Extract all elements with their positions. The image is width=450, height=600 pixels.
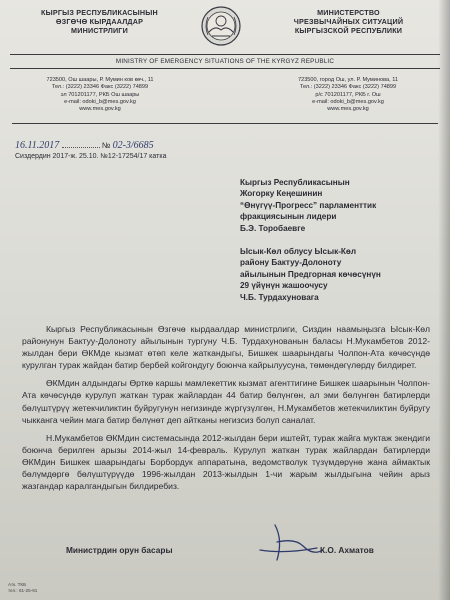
address-divider [12, 123, 438, 124]
page-edge-shadow [438, 0, 450, 600]
handwritten-signature-icon [255, 520, 325, 565]
addressee-line: Ч.Б. Турдахуновага [240, 292, 319, 302]
address-line: эл 701201177, РКБ Ош шаары [60, 91, 140, 98]
address-line: 723500, город Ош, ул. Р. Муминова, 11 [297, 77, 399, 83]
header-ministry-russian [261, 8, 436, 35]
address-line: Тел.: (3222) 23346 Факс (3222) 74899 [299, 84, 397, 91]
address-kyrgyz [10, 77, 190, 113]
addressee-line: айылынын Предгорная көчөсүнүн [240, 269, 381, 279]
state-emblem-icon [200, 5, 242, 47]
addressee-line: району Бактуу-Долоноту [240, 258, 342, 268]
header-divider [10, 68, 440, 69]
addressee-line: Кыргыз Республикасынын [240, 178, 350, 187]
address-russian [258, 77, 438, 113]
header-right-line: КЫРГЫЗСКОЙ РЕСПУБЛИКИ [294, 26, 403, 35]
body-paragraph: ӨКМдин алдындагы Өрткө каршы мамлекеттик кызмат агенттигине Бишкек шаарынын Чолпон-Ата көчөсүндө курулуп жаткан турак жайлардан 44 батир бөлүнгөн, ал эми бөлүнгөн батирлерди бөлүштүрүү жетекчиликтин буйругунун негизинде жүргүзүлгөн, Н.Мукамбетов жетекчиликтин буйругу чыкканга чейин мага батир бөлүнөт деп айтканы негизсиз болуп саналат. [22, 378, 430, 425]
addressee-line: 29 үйүнүн жашоочусу [240, 281, 328, 291]
addressee-line: фракциясынын лидери [240, 212, 337, 222]
addressee-block [240, 177, 440, 303]
address-line: www.mes.gov.kg [79, 106, 121, 113]
footnote-line: тел.: 61-25-91 [8, 587, 38, 593]
body-paragraph: Кыргыз Республикасынын Өзгөчө кырдаалдар министрлиги, Сиздин наамыңызга Ысык-Көл районунун Бактуу-Долоноту айылынын тургуну Ч.Б. Турдахунованын баласы Н.Мукамбетов 2012-жылдан бери ӨКМде кызмат өтөп келе жаткандыгы, Бишкек шаарындагы Чолпон-Ата көчөсүндө курулган турак жайдан батир бербей койгондугу боюнча кайрылуусуна, төмөндөгүлөрдү билдирет. [22, 324, 430, 371]
address-line: e-mail: odoki_b@mes.gov.kg [64, 98, 136, 105]
registration-number: 02-3/6685 [112, 140, 154, 151]
registration-date: 16.11.2017 [15, 140, 60, 151]
header-divider [10, 54, 440, 55]
header-left-line: КЫРГЫЗ РЕСПУБЛИКАСЫНЫН [41, 8, 158, 17]
header-left-line: ӨЗГӨЧӨ КЫРДААЛДАР [55, 17, 144, 26]
header-right-line: МИНИСТЕРСТВО [317, 8, 380, 17]
address-line: www.mes.gov.kg [327, 106, 369, 113]
address-line: Тел.: (3222) 23346 Факс (3222) 74899 [51, 84, 149, 91]
addressee-line: Жогорку Кеңешинин [240, 189, 323, 199]
executor-footnote [8, 582, 37, 593]
footnote-line: Атк. ТКБ [8, 582, 27, 587]
addressee-line: Ысык-Көл облусу Ысык-Көл [240, 247, 357, 257]
signatory-title: Министрдин орун басары [66, 545, 173, 555]
header-english-title: MINISTRY OF EMERGENCY SITUATIONS OF THE KYRGYZ REPUBLIC [115, 58, 335, 65]
header-right-line: ЧРЕЗВЫЧАЙНЫХ СИТУАЦИЙ [293, 17, 404, 26]
header-ministry-kyrgyz [12, 8, 187, 35]
registration-line [15, 140, 154, 151]
addressee-line: “Өнүгүү-Прогресс” парламенттик [240, 200, 377, 210]
reference-line: Сиздердин 2017-ж. 25.10. №12-17254/17 катка [15, 153, 167, 160]
address-line: 723500, Ош шаары, Р. Мумин ков кѳч., 11 [46, 77, 154, 83]
address-line: р/с 701201177, РКБ г. Ош [315, 91, 381, 98]
signatory-name: К.О. Ахматов [320, 545, 374, 555]
body-paragraph: Н.Мукамбетов ӨКМдин системасында 2012-жылдан бери иштейт, турак жайга муктаж экендиги боюнча берилген арызы 2014-жыл 14-февраль. Курулуп жаткан турак жайлардан батирлерди ӨКМдин Бишкек шаарындагы Борбордук аппаратына, ведомстволук түзүмдөрүнө жана аймактык бөлүмдөргө бөлүштүрүүдө 1996-жылдан 2013-жылдын 1-чи жарым жылдыгына чейин арыз жазгандар каралгандыгын билдиребиз. [22, 432, 430, 492]
address-line: e-mail: odoki_b@mes.gov.kg [312, 98, 384, 105]
addressee-line: Б.Э. Торобаевге [240, 223, 306, 233]
letter-body [22, 323, 430, 498]
registration-number-prefix: № [101, 141, 111, 150]
header-left-line: МИНИСТРЛИГИ [71, 26, 128, 35]
